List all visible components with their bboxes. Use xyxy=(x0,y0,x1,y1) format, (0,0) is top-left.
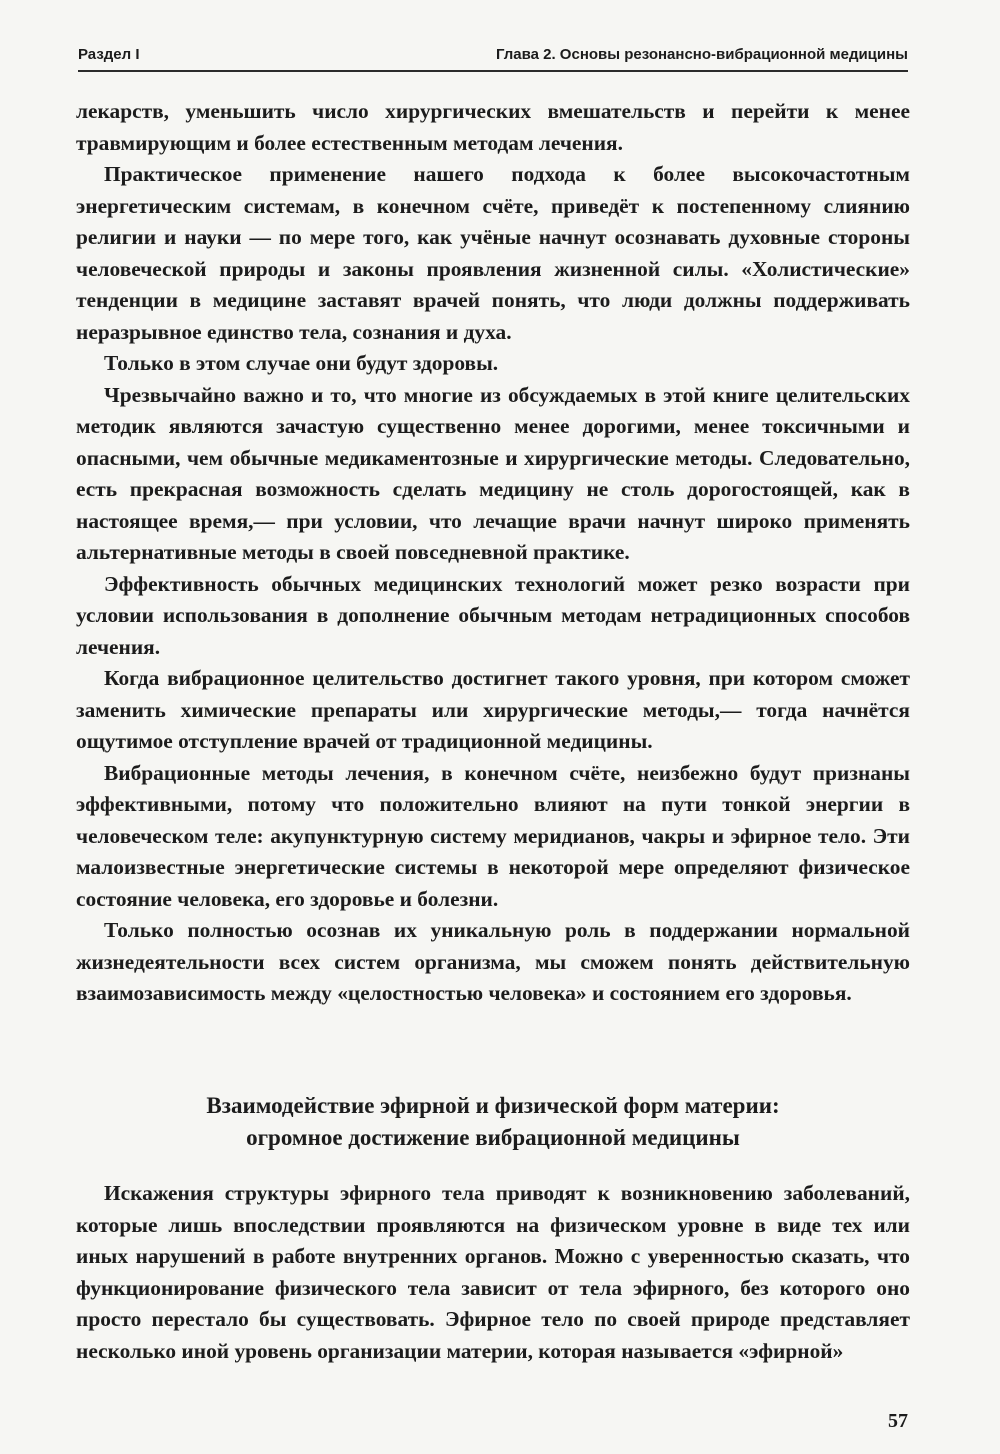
section-heading-line: огромное достижение вибрационной медицины xyxy=(246,1125,740,1150)
section-heading-line: Взаимодействие эфирной и физической форм материи: xyxy=(206,1093,780,1118)
section-heading xyxy=(76,1090,910,1154)
paragraph: Вибрационные методы лечения, в конечном счёте, неизбежно будут признаны эффективными, потому что положительно влияют на пути тонкой энергии в человеческом теле: акупунктурную систему меридианов, чакры и эфирное тело. Эти малоизвестные энергетические системы в некоторой мере определяют физическое состояние человека, его здоровье и болезни. xyxy=(76,760,910,911)
page-number: 57 xyxy=(888,1410,908,1432)
paragraph: Искажения структуры эфирного тела приводят к возникновению заболеваний, которые лишь впоследствии проявляются на физическом уровне в виде тех или иных нарушений в работе внутренних органов. Можно с уверенностью сказать, что функционирование физического тела зависит от тела эфирного, без которого оно просто перестало бы существовать. Эфирное тело по своей природе представляет несколько иной уровень организации материи, которая называется «эфирной» xyxy=(76,1181,910,1363)
section-text xyxy=(76,1178,910,1367)
running-header xyxy=(78,44,908,72)
paragraph: Чрезвычайно важно и то, что многие из обсуждаемых в этой книге целительских методик являются зачастую существенно менее дорогими, менее токсичными и опасными, чем обычные медикаментозные и хирургические методы. Следовательно, есть прекрасная возможность сделать медицину не столь дорогостоящей, как в настоящее время,— при условии, что лечащие врачи начнут широко применять альтернативные методы в своей повседневной практике. xyxy=(76,382,910,564)
paragraph: Практическое применение нашего подхода к более высокочастотным энергетическим системам, в конечном счёте, приведёт к постепенному слиянию религии и науки — по мере того, как учёные начнут осознавать духовные стороны человеческой природы и законы проявления жизненной силы. «Холистические» тенденции в медицине заставят врачей понять, что люди должны поддерживать неразрывное единство тела, сознания и духа. xyxy=(76,162,910,344)
paragraph: Только полностью осознав их уникальную роль в поддержании нормальной жизнедеятельности всех систем организма, мы сможем понять действительную взаимозависимость между «целостностью человека» и состоянием его здоровья. xyxy=(76,918,910,1005)
paragraph: Когда вибрационное целительство достигнет такого уровня, при котором сможет заменить химические препараты или хирургические методы,— тогда начнётся ощутимое отступление врачей от традиционной медицины. xyxy=(76,666,910,753)
chapter-title: Глава 2. Основы резонансно-вибрационной медицины xyxy=(495,46,908,63)
paragraph: лекарств, уменьшить число хирургических вмешательств и перейти к менее травмирующим и более естественным методам лечения. xyxy=(76,99,910,155)
paragraph: Эффективность обычных медицинских технологий может резко возрасти при условии использования в дополнение обычным методам нетрадиционных способов лечения. xyxy=(76,571,910,659)
section-label: Раздел I xyxy=(78,46,140,63)
body-text xyxy=(76,96,910,1010)
paragraph: Только в этом случае они будут здоровы. xyxy=(104,351,499,375)
